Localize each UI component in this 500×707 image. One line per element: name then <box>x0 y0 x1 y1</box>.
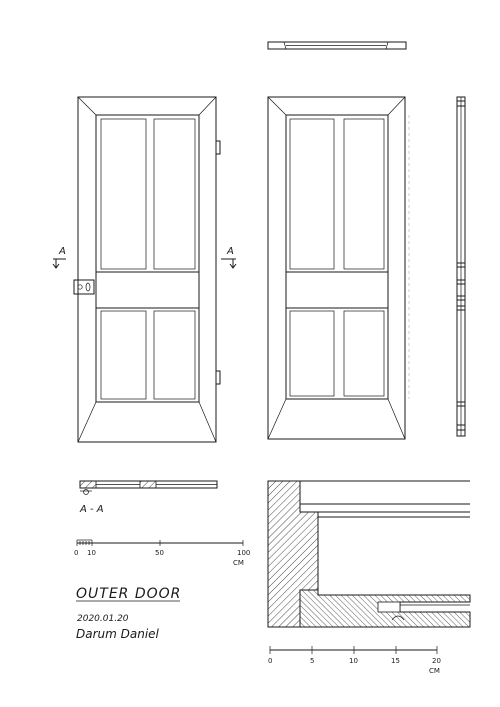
section-mark-right <box>221 246 236 268</box>
scale-tick-label: 5 <box>310 657 315 665</box>
drawing-date: 2020.01.20 <box>77 614 129 624</box>
scale-tick-label: 0 <box>268 657 273 665</box>
scale-tick-label: 10 <box>87 549 96 557</box>
hinge-icon <box>216 371 220 384</box>
door-elevation-outside <box>74 97 220 442</box>
section-letter: A <box>227 246 234 257</box>
scale-unit: CM <box>429 667 440 675</box>
scale-unit: CM <box>233 559 244 567</box>
signature: Darum Daniel <box>76 627 159 641</box>
scale-bar-small <box>74 540 250 567</box>
scale-tick-label: 0 <box>74 549 79 557</box>
drawing-title: OUTER DOOR <box>76 586 182 602</box>
door-elevation-inside <box>268 97 409 439</box>
scale-tick-label: 50 <box>155 549 164 557</box>
scale-tick-label: 15 <box>391 657 400 665</box>
scale-bar-detail <box>268 646 441 675</box>
section-a-a-view <box>79 481 217 515</box>
lock-icon <box>74 280 94 294</box>
scale-tick-label: 20 <box>432 657 441 665</box>
door-side-view <box>457 97 465 436</box>
scale-tick-label: 100 <box>237 549 251 557</box>
detail-section-view <box>268 481 470 627</box>
hinge-icon <box>216 141 220 154</box>
section-label: A - A <box>80 504 104 515</box>
scale-tick-label: 10 <box>349 657 358 665</box>
section-letter: A <box>59 246 66 257</box>
section-mark-left <box>53 246 66 268</box>
door-top-view <box>268 42 406 49</box>
